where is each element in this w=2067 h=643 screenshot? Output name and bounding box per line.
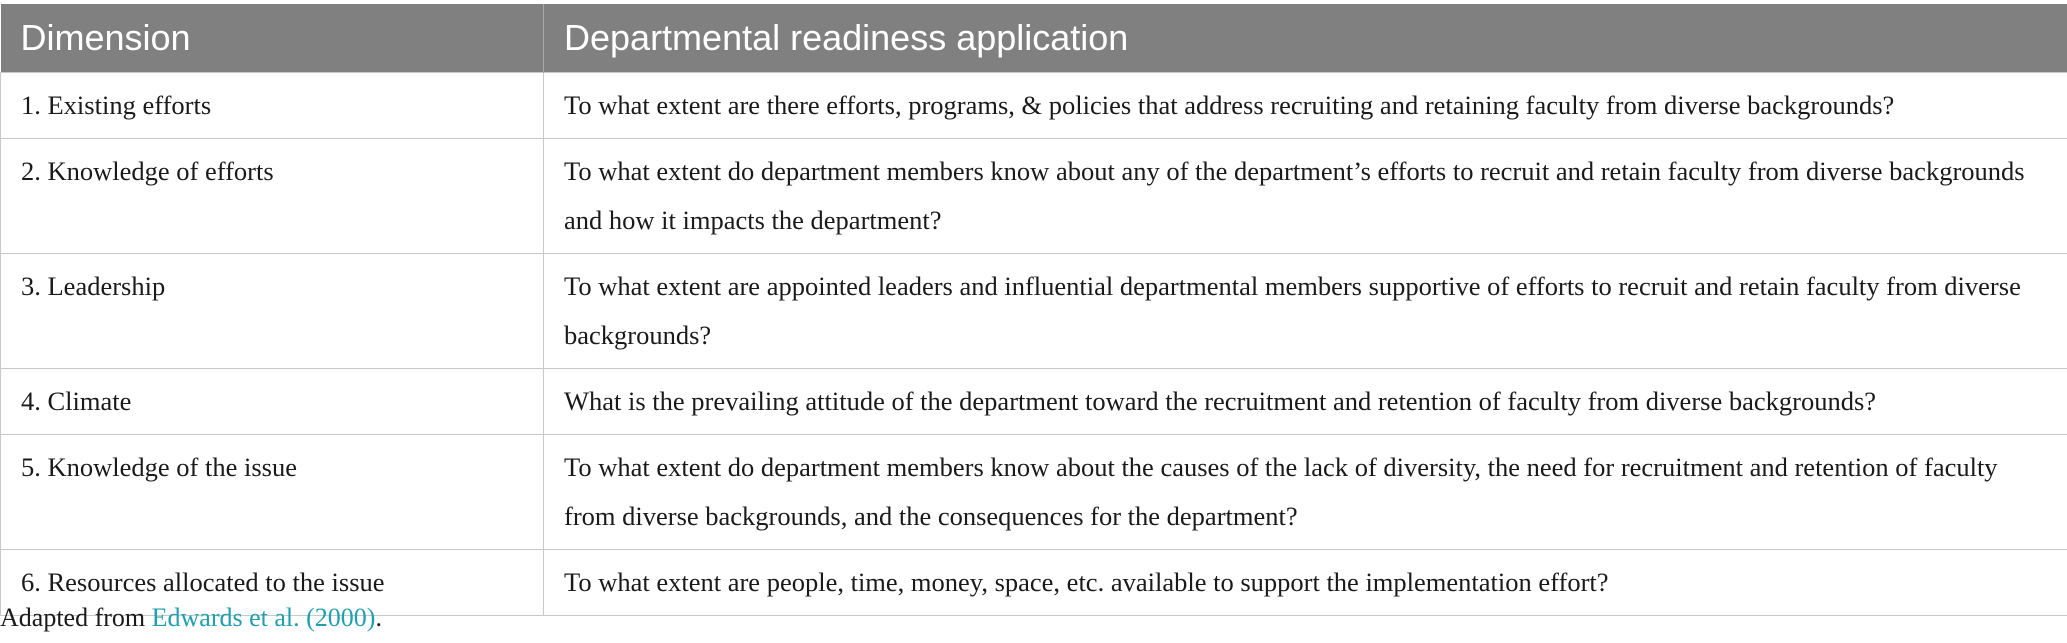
dimension-cell: 6. Resources allocated to the issue xyxy=(1,549,544,615)
table-row xyxy=(1,368,2067,434)
application-cell: What is the prevailing attitude of the department toward the recruitment and retention of faculty from diverse backgrounds? xyxy=(544,368,2067,434)
dimension-cell: 4. Climate xyxy=(1,368,544,434)
dimension-cell: 2. Knowledge of efforts xyxy=(1,138,544,253)
application-cell: To what extent are appointed leaders and influential departmental members supportive of efforts to recruit and retain faculty from diverse backgrounds? xyxy=(544,253,2067,368)
header-row xyxy=(1,4,2067,72)
application-cell: To what extent do department members know about the causes of the lack of diversity, the need for recruitment and retention of faculty from diverse backgrounds, and the consequences for the department? xyxy=(544,434,2067,549)
table-row xyxy=(1,253,2067,368)
application-cell: To what extent are there efforts, programs, & policies that address recruiting and retaining faculty from diverse backgrounds? xyxy=(544,72,2067,138)
application-cell: To what extent do department members know about any of the department’s efforts to recruit and retain faculty from diverse backgrounds and how it impacts the department? xyxy=(544,138,2067,253)
readiness-dimensions-table xyxy=(0,4,2067,616)
table-footnote xyxy=(0,603,382,633)
table-row xyxy=(1,434,2067,549)
table-row xyxy=(1,72,2067,138)
dimension-cell: 3. Leadership xyxy=(1,253,544,368)
dimension-cell: 5. Knowledge of the issue xyxy=(1,434,544,549)
footnote-suffix: . xyxy=(375,603,382,632)
dimension-cell: 1. Existing efforts xyxy=(1,72,544,138)
header-application: Departmental readiness application xyxy=(544,4,2067,72)
citation-link[interactable]: Edwards et al. (2000) xyxy=(151,603,376,632)
footnote-prefix: Adapted from xyxy=(0,603,152,632)
table-header xyxy=(1,4,2067,72)
table-row xyxy=(1,138,2067,253)
header-dimension: Dimension xyxy=(1,4,544,72)
table-body xyxy=(1,72,2067,615)
application-cell: To what extent are people, time, money, space, etc. available to support the implementation effort? xyxy=(544,549,2067,615)
